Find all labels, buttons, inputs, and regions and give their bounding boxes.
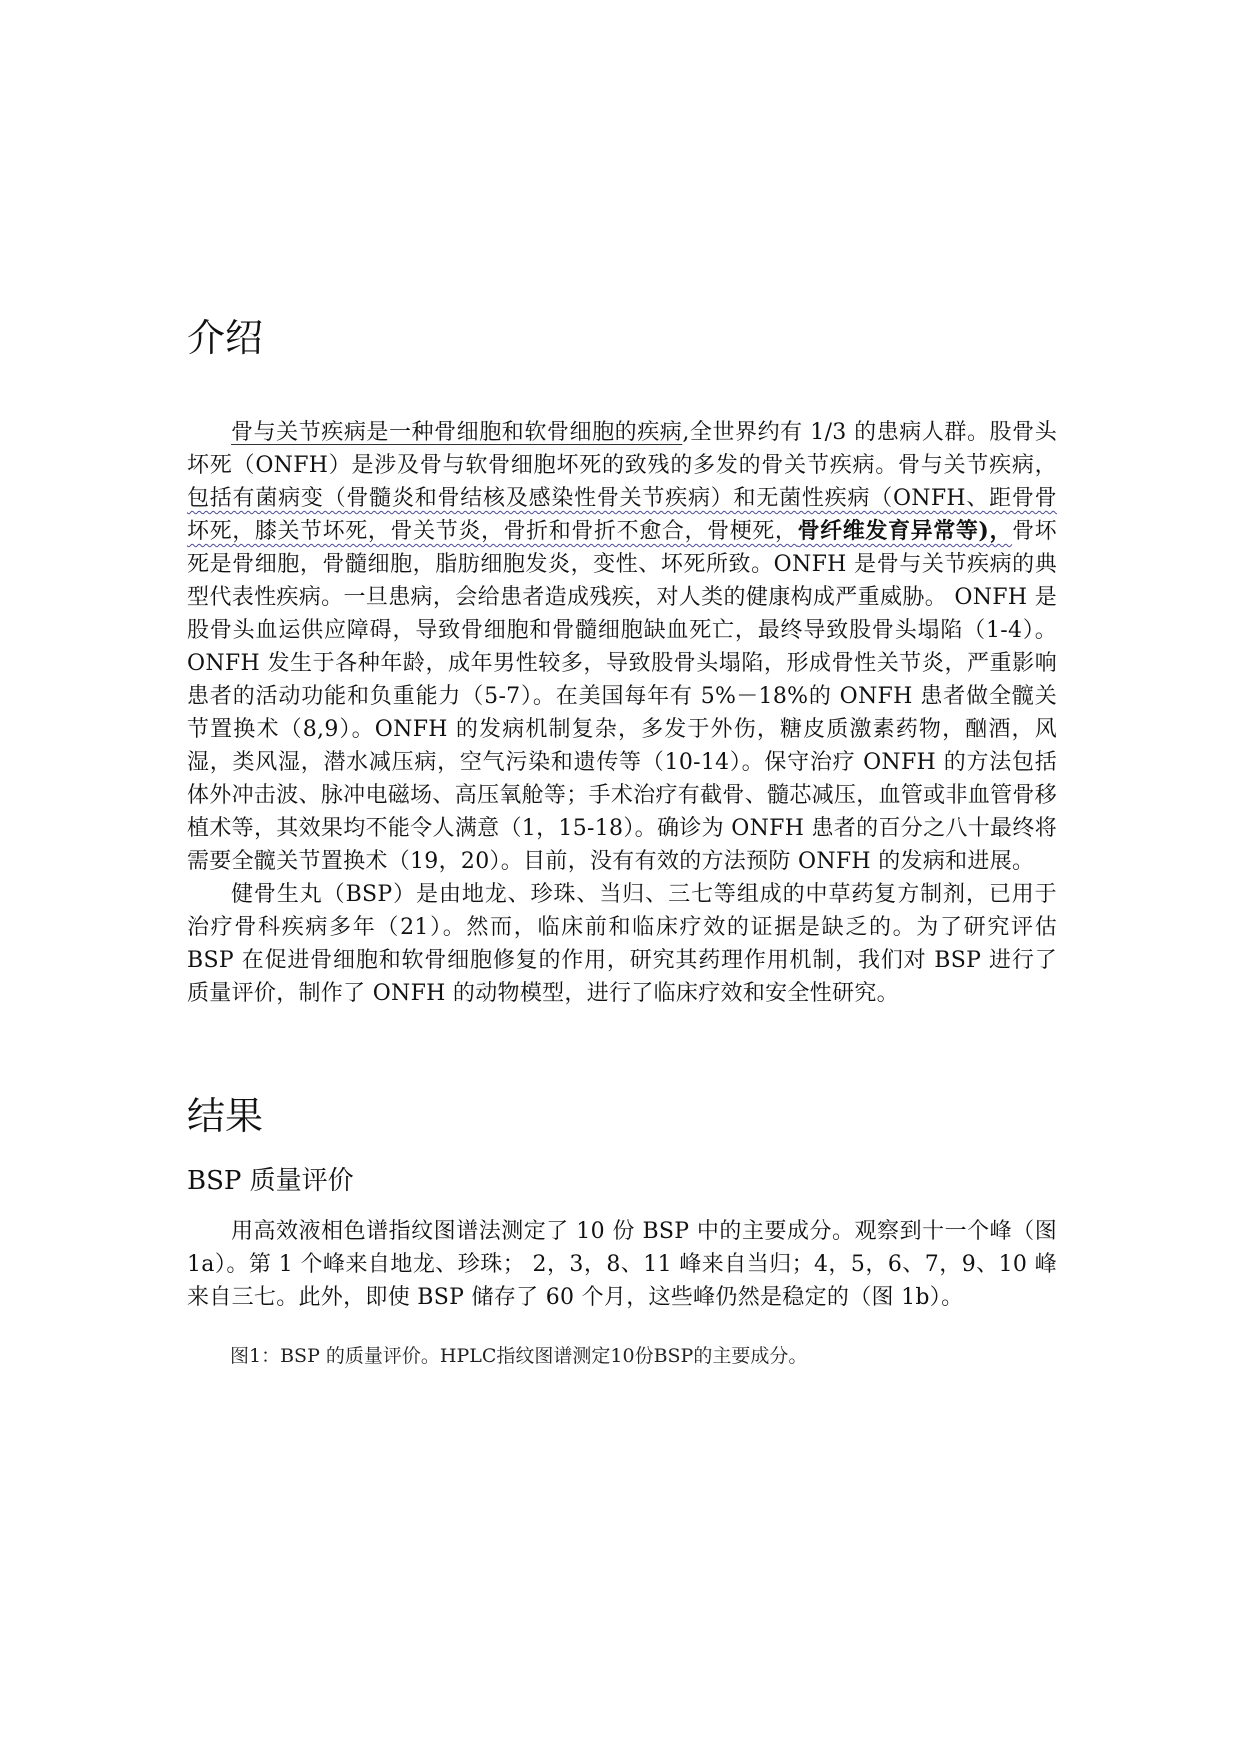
subsection-title-bsp-quality: BSP 质量评价: [187, 1165, 354, 1196]
section-title-introduction: 介绍: [187, 316, 264, 360]
figure-caption: 图1：BSP 的质量评价。HPLC指纹图谱测定10份BSP的主要成分。: [230, 1344, 808, 1367]
text-segment: 骨坏死是骨细胞，骨髓细胞，脂肪细胞发炎，变性、坏死所致。ONFH 是骨与关节疾病的典型代表性疾病。一旦患病，会给患者造成残疾，对人类的健康构成严重威胁。 ONFH 是股骨头血运供应障碍，导致骨细胞和骨髓细胞缺血死亡，最终导致股骨头塌陷（1-4）。 ONFH 发生于各种年龄，成年男性较多，导致股骨头塌陷，形成骨性关节炎，严重影响患者的活动功能和负重能力（5-7）。在美国每年有 5%－18%的 ONFH 患者做全髋关节置换术（8,9）。ONFH 的发病机制复杂，多发于外伤，糖皮质激素药物，酗酒，风湿，类风湿，潜水减压病，空气污染和遗传等（10-14）。保守治疗 ONFH 的方法包括体外冲击波、脉冲电磁场、高压氧舱等；手术治疗有截骨、髓芯减压，血管或非血管骨移植术等，其效果均不能令人满意（1，15-18）。确诊为 ONFH 患者的百分之八十最终将需要全髋关节置换术（19，20）。目前，没有有效的方法预防 ONFH 的发病和进展。: [187, 518, 1057, 874]
intro-paragraph-2: 健骨生丸（BSP）是由地龙、珍珠、当归、三七等组成的中草药复方制剂，已用于治疗骨科疾病多年（21）。然而，临床前和临床疗效的证据是缺乏的。为了研究评估 BSP 在促进骨细胞和软骨细胞修复的作用，研究其药理作用机制，我们对 BSP 进行了质量评价，制作了 ONFH 的动物模型，进行了临床疗效和安全性研究。: [187, 881, 1057, 1006]
bold-underlined-phrase: 骨纤维发育异常等)，: [797, 517, 1013, 544]
text-segment: ,全世界约有 1/3 的患病人群。股骨头坏死（ONFH）是涉及骨与软骨细胞坏死的致残的多发的骨关节疾病。骨与关节疾病，: [187, 419, 1057, 478]
underlined-phrase: 骨与关节疾病是一种骨细胞和软骨细胞的疾病: [231, 419, 683, 445]
results-paragraph-1: 用高效液相色谱指纹图谱法测定了 10 份 BSP 中的主要成分。观察到十一个峰（图 1a）。第 1 个峰来自地龙、珍珠； 2，3，8、11 峰来自当归；4，5，6、7，9、10 峰来自三七。此外，即使 BSP 储存了 60 个月，这些峰仍然是稳定的（图 1b）。: [187, 1218, 1057, 1310]
section-title-results: 结果: [187, 1093, 264, 1138]
wavy-underlined-phrase: 包括有菌病变（骨髓炎和骨结核及感染性骨关节疾病）和无菌性疾病（ONFH、距骨骨坏死，膝关节坏死，骨关节炎，骨折和骨折不愈合，骨梗死，: [187, 485, 1057, 544]
intro-paragraph-1: [187, 416, 1057, 878]
document-content: [187, 318, 1057, 1370]
